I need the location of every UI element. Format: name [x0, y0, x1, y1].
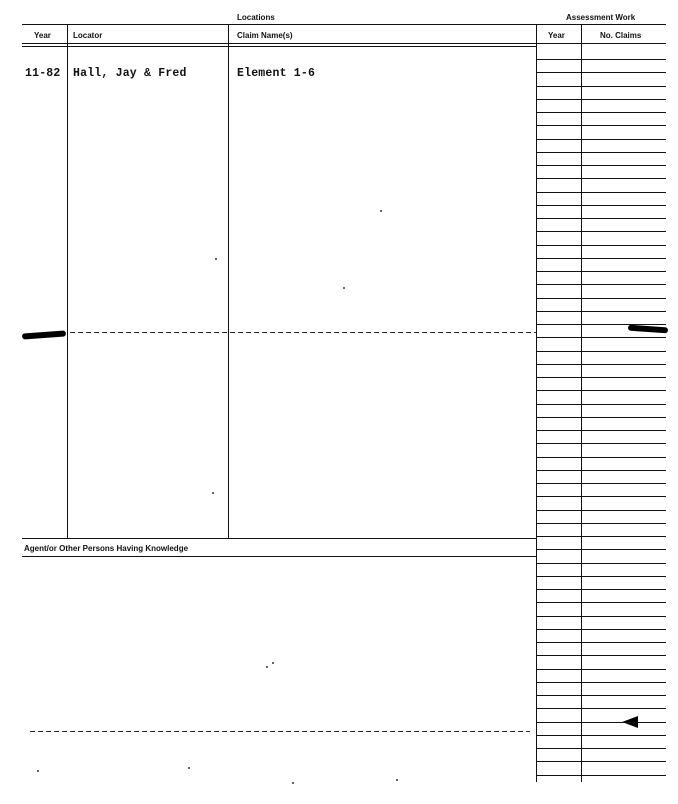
assessment-work-row-line [536, 86, 666, 87]
scan-speck [396, 779, 398, 781]
agent-section-rule [22, 556, 536, 557]
claim-names-column-header: Claim Name(s) [237, 31, 293, 40]
assessment-work-row-line [536, 775, 666, 776]
assessment-work-row-line [536, 377, 666, 378]
assessment-work-row-line [536, 404, 666, 405]
assessment-work-row-line [536, 390, 666, 391]
assessment-work-row-line [536, 669, 666, 670]
assessment-work-row-line [536, 682, 666, 683]
assessment-work-row-line [536, 192, 666, 193]
scan-speck [188, 767, 190, 769]
assessment-work-row-line [536, 364, 666, 365]
scan-speck [343, 287, 345, 289]
assessment-work-row-line [536, 735, 666, 736]
assessment-work-row-line [536, 430, 666, 431]
assessment-work-row-line [536, 205, 666, 206]
aw-no-claims-column-header: No. Claims [600, 31, 642, 40]
assessment-work-row-line [536, 258, 666, 259]
assessment-work-row-line [536, 523, 666, 524]
assessment-work-row-line [536, 218, 666, 219]
assessment-work-heading: Assessment Work [566, 13, 636, 22]
header-bottom-rule-2 [22, 46, 536, 47]
locations-bottom-rule [22, 538, 536, 539]
assessment-work-row-line [536, 443, 666, 444]
assessment-work-row-line [536, 589, 666, 590]
assessment-work-row-line [536, 549, 666, 550]
scan-speck [212, 492, 214, 494]
assessment-work-row-line [536, 337, 666, 338]
assessment-work-row-line [536, 642, 666, 643]
assessment-work-row-line [536, 125, 666, 126]
assessment-work-row-line [536, 470, 666, 471]
assessment-work-row-line [536, 165, 666, 166]
fold-line-lower [30, 731, 530, 732]
assessment-work-row-line [536, 629, 666, 630]
year-column-header: Year [34, 31, 51, 40]
assessment-work-row-line [536, 178, 666, 179]
locator-claims-divider [228, 24, 229, 538]
assessment-work-row-line [536, 722, 666, 723]
assessment-work-row-line [536, 351, 666, 352]
scan-speck [266, 666, 268, 668]
entry-locator: Hall, Jay & Fred [73, 67, 187, 80]
assessment-work-row-line [536, 152, 666, 153]
assessment-work-row-line [536, 708, 666, 709]
scan-speck [272, 662, 274, 664]
assessment-work-row-line [536, 417, 666, 418]
assessment-work-row-line [536, 483, 666, 484]
header-bottom-rule [22, 43, 666, 44]
margin-mark-right [628, 325, 668, 334]
assessment-work-row-line [536, 139, 666, 140]
margin-mark-left [22, 330, 66, 339]
assessment-work-row-line [536, 695, 666, 696]
assessment-work-row-line [536, 457, 666, 458]
scan-speck [215, 258, 217, 260]
assessment-work-row-line [536, 761, 666, 762]
aw-year-column-header: Year [548, 31, 565, 40]
entry-year: 11-82 [25, 67, 61, 80]
assessment-work-row-line [536, 271, 666, 272]
scan-speck [37, 770, 39, 772]
assessment-work-row-line [536, 496, 666, 497]
assessment-work-row-line [536, 59, 666, 60]
assessment-work-row-line [536, 748, 666, 749]
assessment-work-row-line [536, 510, 666, 511]
assessment-work-row-line [536, 576, 666, 577]
assessment-work-row-line [536, 284, 666, 285]
assessment-work-row-line [536, 324, 666, 325]
locator-column-header: Locator [73, 31, 103, 40]
assessment-work-row-line [536, 99, 666, 100]
header-top-rule [22, 24, 666, 25]
entry-claim-names: Element 1-6 [237, 67, 316, 80]
agent-section-label: Agent/or Other Persons Having Knowledge [24, 544, 189, 553]
assessment-work-row-line [536, 311, 666, 312]
scan-speck [380, 210, 382, 212]
assessment-work-row-line [536, 231, 666, 232]
assessment-work-row-line [536, 112, 666, 113]
assessment-work-row-line [536, 655, 666, 656]
assessment-work-row-line [536, 563, 666, 564]
assessment-work-row-line [536, 602, 666, 603]
scan-speck [292, 782, 294, 784]
locations-heading: Locations [237, 13, 275, 22]
assessment-work-row-line [536, 245, 666, 246]
assessment-work-row-line [536, 616, 666, 617]
year-locator-divider [67, 24, 68, 538]
assessment-work-row-line [536, 72, 666, 73]
assessment-work-row-line [536, 536, 666, 537]
fold-line-middle [70, 332, 536, 333]
assessment-work-row-line [536, 298, 666, 299]
